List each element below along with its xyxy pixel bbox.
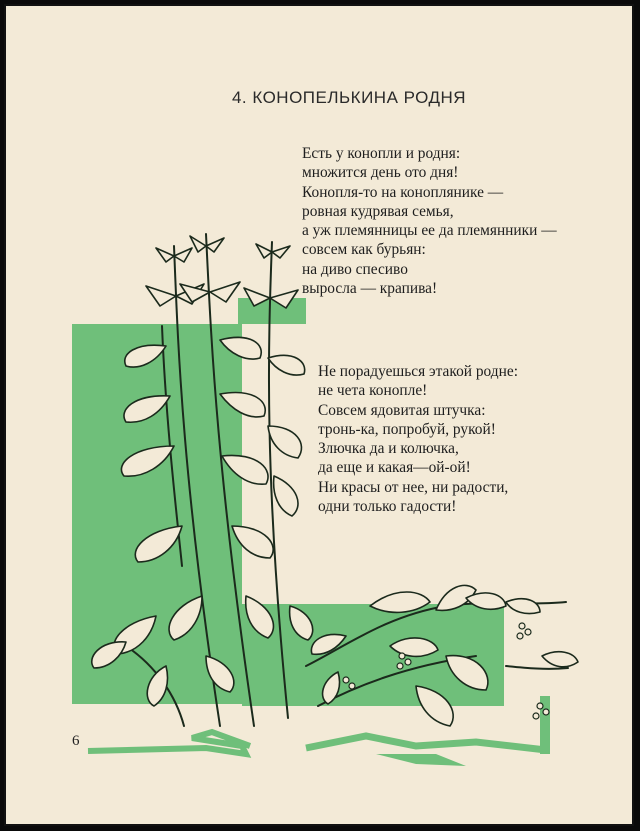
poem-line: да еще и какая—ой-ой! [318,459,471,477]
poem-line: множится день ото дня! [302,164,459,182]
poem-line: ровная кудрявая семья, [302,202,454,220]
book-page [4,4,634,826]
poem-line: Совсем ядовитая штучка: [318,401,486,419]
poem-line: одни только гадости! [318,498,457,516]
poem-stanza-1 [302,144,557,298]
poem-line: тронь-ка, попробуй, рукой! [318,420,496,438]
poem-line: совсем как бурьян: [302,241,426,259]
green-block-main [72,324,242,704]
poem-line: Конопля-то на коноплянике — [302,183,504,201]
poem-line: Злючка да и колючка, [318,440,459,458]
ground-stroke [88,732,250,754]
ground-stroke [306,736,546,750]
page-title: 4. КОНОПЕЛЬКИНА РОДНЯ [231,88,467,107]
poem-line: Не порадуешься этакой родне: [318,363,518,380]
poem-line: выросла — крапива! [302,280,438,298]
poem-line: Есть у конопли и родня: [302,145,461,162]
page-number: 6 [72,733,80,749]
poem-stanza-2 [318,362,518,516]
poem-line: а уж племянницы ее да племянники — [302,222,557,240]
poem-line: не чета конопле! [318,382,428,400]
poem-line: Ни красы от нее, ни радости, [318,478,509,496]
poem-line: на диво спесиво [302,260,408,278]
